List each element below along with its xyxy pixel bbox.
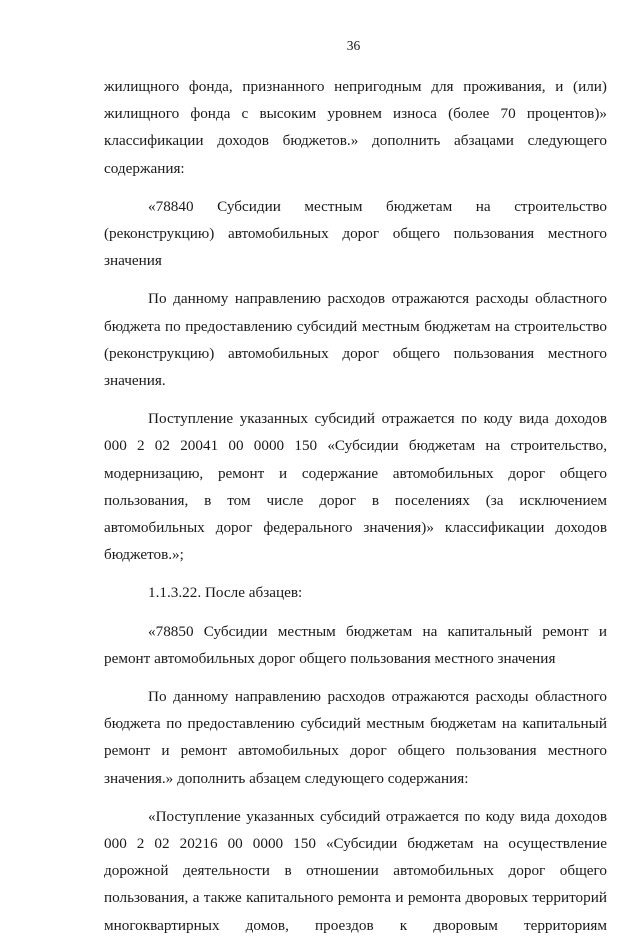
- paragraph-revenue-code: Поступление указанных субсидий отражается по коду вида доходов 000 2 02 20041 00 0000 150 «Субсидии бюджетам на строительство, модернизацию, ремонт и содержание автомобильных дорог общего пользования, в том числе дорог в поселениях (за исключением автомобильных дорог федерального значения)» классификации доходов бюджетов.»;: [104, 410, 607, 564]
- paragraph-code-78850: «78850 Субсидии местным бюджетам на капитальный ремонт и ремонт автомобильных дорог общего пользования местного значения: [104, 622, 607, 667]
- paragraph-item-1-1-3-22: 1.1.3.22. После абзацев:: [148, 584, 303, 602]
- paragraph-code-78840: «78840 Субсидии местным бюджетам на строительство (реконструкцию) автомобильных дорог общего пользования местного значения: [104, 197, 607, 270]
- paragraph-expense-direction: По данному направлению расходов отражаются расходы областного бюджета по предоставлению субсидий местным бюджетам на строительство (реконструкцию) автомобильных дорог общего пользования местного значения.: [104, 290, 607, 390]
- paragraph-continuation: жилищного фонда, признанного непригодным для проживания, и (или) жилищного фонда с высоким уровнем износа (более 70 процентов)» классификации доходов бюджетов.» дополнить абзацами следующего содержания:: [104, 78, 607, 177]
- page-number: 36: [346, 38, 361, 53]
- paragraph-expense-direction-2: По данному направлению расходов отражаются расходы областного бюджета по предоставлению субсидий местным бюджетам на капитальный ремонт и ремонт автомобильных дорог общего пользования местного значения.» дополнить абзацем следующего содержания:: [104, 688, 607, 787]
- paragraph-revenue-code-2: «Поступление указанных субсидий отражается по коду вида доходов 000 2 02 20216 00 0000 150 «Субсидии бюджетам на осуществление дорожной деятельности в отношении автомобильных дорог общего пользования, а также капитального ремонта и ремонта дворовых территорий многоквартирных домов, проездов к дворовым территориям: [104, 807, 607, 934]
